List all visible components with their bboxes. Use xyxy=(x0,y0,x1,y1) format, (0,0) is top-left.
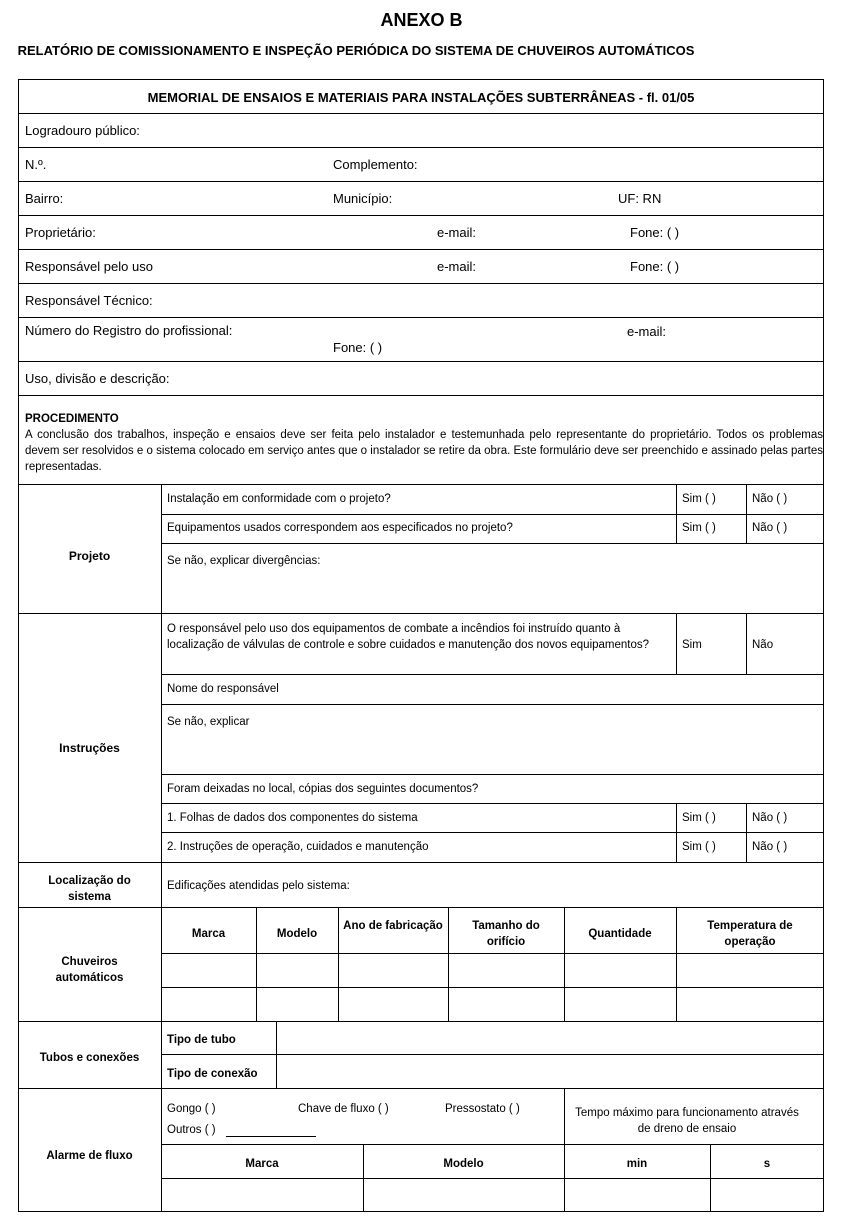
complemento-field[interactable]: Complemento: xyxy=(333,157,418,172)
doc2-label: 2. Instruções de operação, cuidados e manutenção xyxy=(167,841,429,853)
projeto-label: Projeto xyxy=(68,549,111,563)
col-temperatura: Temperatura de operação xyxy=(707,920,793,948)
projeto-divergencias-field[interactable]: Se não, explicar divergências: xyxy=(167,555,321,567)
numero-field[interactable]: N.º. xyxy=(25,157,47,172)
projeto-q2-sim[interactable]: Sim ( ) xyxy=(682,522,716,534)
alarme-col-s: s xyxy=(763,1158,771,1170)
profissional-fone-field[interactable]: Fone: ( ) xyxy=(333,340,383,355)
profissional-email-field[interactable]: e-mail: xyxy=(627,324,667,339)
projeto-q2: Equipamentos usados correspondem aos especificados no projeto? xyxy=(167,522,513,534)
alarme-col-min: min xyxy=(626,1158,648,1170)
alarme-col-modelo: Modelo xyxy=(443,1158,484,1170)
edificacoes-field[interactable]: Edificações atendidas pelo sistema: xyxy=(167,880,350,892)
doc1-nao[interactable]: Não ( ) xyxy=(752,812,788,824)
proprietario-field[interactable]: Proprietário: xyxy=(25,225,96,240)
uf-field[interactable]: UF: RN xyxy=(618,191,662,206)
tubos-label: Tubos e conexões xyxy=(39,1052,140,1064)
instrucoes-question-line1: O responsável pelo uso dos equipamentos de combate a incêndios foi instruído quanto à xyxy=(167,623,621,635)
col-tamanho-orificio: Tamanho do orifício xyxy=(472,920,540,948)
responsavel-uso-fone-field[interactable]: Fone: ( ) xyxy=(630,259,680,274)
gongo-option[interactable]: Gongo ( ) xyxy=(167,1103,216,1115)
bairro-field[interactable]: Bairro: xyxy=(25,191,64,206)
tempo-maximo-label: Tempo máximo para funcionamento através de dreno de ensaio xyxy=(575,1107,799,1135)
col-ano-fabricacao: Ano de fabricação xyxy=(343,920,443,932)
doc1-sim[interactable]: Sim ( ) xyxy=(682,812,716,824)
col-marca: Marca xyxy=(191,928,226,940)
doc2-sim[interactable]: Sim ( ) xyxy=(682,841,716,853)
instrucoes-explicar-field[interactable]: Se não, explicar xyxy=(167,716,250,728)
instrucoes-question-line2: localização de válvulas de controle e sobre cuidados e manutenção dos novos equipamentos? xyxy=(167,639,650,651)
alarme-label: Alarme de fluxo xyxy=(46,1150,133,1162)
responsavel-uso-email-field[interactable]: e-mail: xyxy=(437,259,477,274)
instrucoes-sim[interactable]: Sim xyxy=(682,639,702,651)
localizacao-label: Localização do sistema xyxy=(48,875,131,903)
instrucoes-label: Instruções xyxy=(59,741,120,755)
outros-option[interactable]: Outros ( ) xyxy=(167,1124,216,1136)
chuveiros-label: Chuveiros automáticos xyxy=(55,956,124,984)
chave-fluxo-option[interactable]: Chave de fluxo ( ) xyxy=(298,1103,389,1115)
projeto-q1-nao[interactable]: Não ( ) xyxy=(752,493,788,505)
proprietario-fone-field[interactable]: Fone: ( ) xyxy=(630,225,680,240)
logradouro-field[interactable]: Logradouro público: xyxy=(25,123,140,138)
procedimento-block xyxy=(25,411,823,475)
copias-question: Foram deixadas no local, cópias dos seguintes documentos? xyxy=(167,783,479,795)
pressostato-option[interactable]: Pressostato ( ) xyxy=(445,1103,520,1115)
page-title: ANEXO B xyxy=(380,10,463,30)
projeto-q1: Instalação em conformidade com o projeto? xyxy=(167,493,391,505)
col-modelo: Modelo xyxy=(276,928,318,940)
outros-underline xyxy=(226,1136,316,1137)
projeto-q1-sim[interactable]: Sim ( ) xyxy=(682,493,716,505)
form-heading: MEMORIAL DE ENSAIOS E MATERIAIS PARA INSTALAÇÕES SUBTERRÂNEAS - fl. 01/05 xyxy=(147,90,695,105)
nome-responsavel-field[interactable]: Nome do responsável xyxy=(167,683,279,695)
col-quantidade: Quantidade xyxy=(588,928,652,940)
registro-profissional-field[interactable]: Número do Registro do profissional: xyxy=(25,323,233,338)
doc2-nao[interactable]: Não ( ) xyxy=(752,841,788,853)
municipio-field[interactable]: Município: xyxy=(333,191,393,206)
responsavel-uso-field[interactable]: Responsável pelo uso xyxy=(25,259,153,274)
projeto-q2-nao[interactable]: Não ( ) xyxy=(752,522,788,534)
doc1-label: 1. Folhas de dados dos componentes do sistema xyxy=(167,812,418,824)
uso-divisao-field[interactable]: Uso, divisão e descrição: xyxy=(25,371,170,386)
tipo-tubo-label: Tipo de tubo xyxy=(167,1034,236,1046)
responsavel-tecnico-field[interactable]: Responsável Técnico: xyxy=(25,293,153,308)
report-subtitle: RELATÓRIO DE COMISSIONAMENTO E INSPEÇÃO PERIÓDICA DO SISTEMA DE CHUVEIROS AUTOMÁTICOS xyxy=(17,43,695,58)
procedimento-title: PROCEDIMENTO xyxy=(25,413,119,425)
procedimento-text: A conclusão dos trabalhos, inspeção e ensaios deve ser feita pelo instalador e testemunhada pelo representante do proprietário. Todos os problemas devem ser resolvidos e o sistema colocado em serviço antes que o instalador se retire da obra. Este formulário deve ser preenchido e assinado pelas partes representadas. xyxy=(25,429,823,473)
proprietario-email-field[interactable]: e-mail: xyxy=(437,225,477,240)
tipo-conexao-label: Tipo de conexão xyxy=(167,1068,258,1080)
instrucoes-nao[interactable]: Não xyxy=(752,639,774,651)
alarme-col-marca: Marca xyxy=(245,1158,279,1170)
